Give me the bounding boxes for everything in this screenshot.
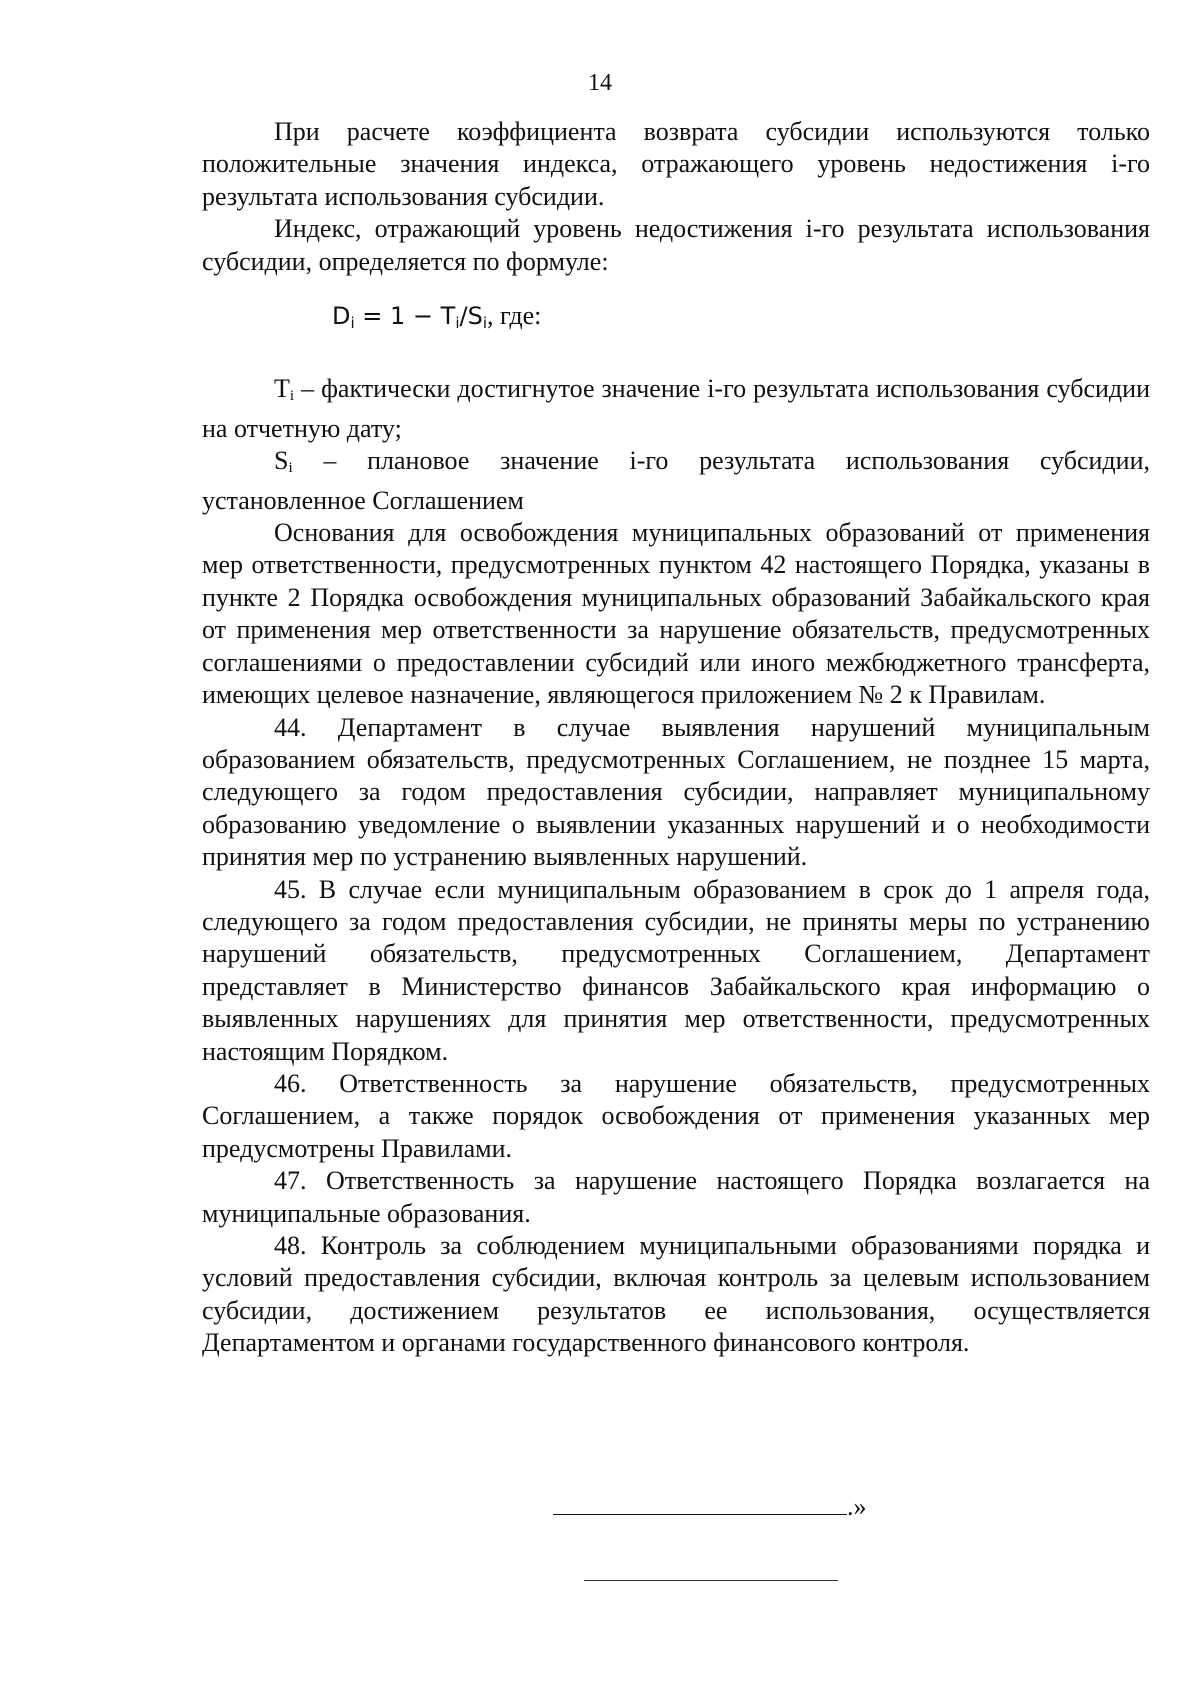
definition-t-symbol: T [274, 374, 290, 404]
formula-s-subscript: i [482, 314, 487, 333]
definition-s-symbol: S [274, 446, 289, 476]
formula-middle: = 1 − T [354, 302, 456, 331]
paragraph-positive-values: При расчете коэффициента возврата субсидии используются только положительные значения индекса, отражающего уровень недостижения i-го результата использования субсидии. [202, 117, 1150, 211]
closing-underline [553, 1494, 847, 1515]
paragraph-index-definition: Индекс, отражающий уровень недостижения i-го результата использования субсидии, определяется по формуле: [202, 214, 1150, 276]
formula-lhs: D [332, 302, 351, 331]
document-body [202, 116, 1150, 1360]
formula-t-subscript: i [455, 314, 460, 333]
paragraph-grounds-exemption: Основания для освобождения муниципальных образований от применения мер ответственности, предусмотренных пунктом 42 настоящего Порядка, указаны в пункте 2 Порядка освобождения муниципальных образований Забайкальского края от применения мер ответственности за нарушение обязательств, предусмотренных соглашениями о предоставлении субсидий или иного межбюджетного трансферта, имеющих целевое назначение, являющегося приложением № 2 к Правилам. [202, 518, 1150, 710]
paragraph-48: 48. Контроль за соблюдением муниципальными образованиями порядка и условий предоставления субсидии, включая контроль за целевым использованием субсидии, достижением результатов ее использования, осуществляется Департаментом и органами государственного финансового контроля. [202, 1231, 1150, 1358]
definition-s-subscript: i [288, 460, 293, 477]
formula-tail: , где: [487, 301, 542, 331]
end-separator-line [584, 1580, 838, 1581]
definition-t [202, 373, 1150, 445]
definition-t-text: – фактически достигнутое значение i-го результата использования субсидии на отчетную дату; [202, 374, 1150, 443]
paragraph-46: 46. Ответственность за нарушение обязательств, предусмотренных Соглашением, а также порядок освобождения от применения указанных мер предусмотрены Правилами. [202, 1068, 1150, 1163]
definition-s-text: – плановое значение i-го результата использования субсидии, установленное Соглашением [202, 446, 1150, 515]
formula-lhs-subscript: i [350, 314, 355, 333]
closing-line [553, 1492, 867, 1522]
definition-t-subscript: i [289, 388, 295, 405]
definition-s [202, 445, 1150, 517]
formula-divisor: /S [459, 302, 483, 331]
page-number: 14 [588, 70, 612, 96]
paragraph-45: 45. В случае если муниципальным образованием в срок до 1 апреля года, следующего за годом предоставления субсидии, не приняты меры по устранению нарушений обязательств, предусмотренных Соглашением, Департамент представляет в Министерство финансов Забайкальского края информацию о выявленных нарушениях для принятия мер ответственности, предусмотренных настоящим Порядком. [202, 874, 1150, 1066]
paragraph-47: 47. Ответственность за нарушение настоящего Порядка возлагается на муниципальные образования. [202, 1166, 1150, 1228]
paragraph-44: 44. Департамент в случае выявления нарушений муниципальным образованием обязательств, предусмотренных Соглашением, не позднее 15 марта, следующего за годом предоставления субсидии, направляет муниципальному образованию уведомление о выявлении указанных нарушений и о необходимости принятия мер по устранению выявленных нарушений. [202, 712, 1150, 872]
formula [202, 300, 1150, 339]
closing-quote-mark: .» [847, 1492, 867, 1521]
